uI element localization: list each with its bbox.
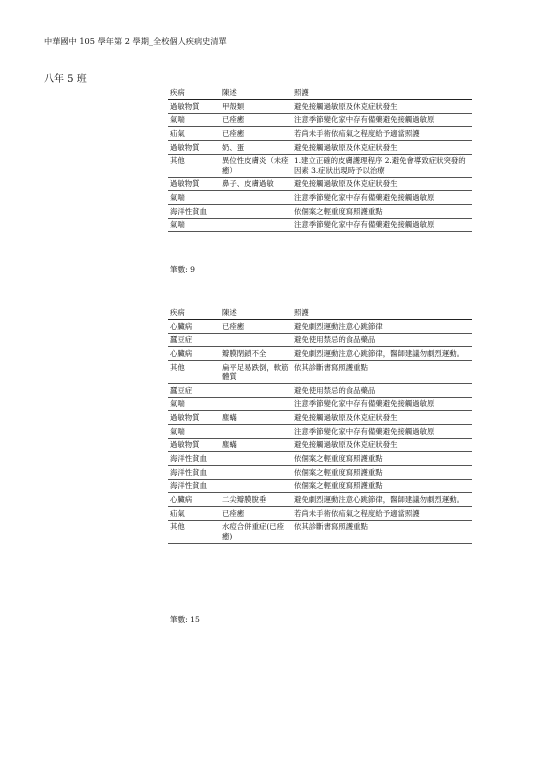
column-header-description: 陳述 [220, 306, 292, 320]
table-row [168, 205, 472, 219]
description-cell [220, 466, 292, 480]
table-row [168, 320, 472, 334]
table-row [168, 466, 472, 480]
disease-cell: 心臟病 [168, 320, 220, 334]
care-cell: 避免使用禁忌的食品藥品 [292, 384, 472, 398]
disease-cell: 過敏物質 [168, 141, 220, 155]
care-cell: 1.建立正確的皮膚護理程序 2.避免會導致症狀突發的因素 3.症狀出現時予以治療 [292, 154, 472, 177]
table-row [168, 493, 472, 507]
care-cell: 避免接觸過敏原及休克症狀發生 [292, 100, 472, 114]
table-row [168, 361, 472, 384]
care-cell: 依個案之輕重度寫照護重點 [292, 466, 472, 480]
description-cell: 扁平足易跌倒，軟筋體質 [220, 361, 292, 384]
description-cell [220, 384, 292, 398]
description-cell: 已痊癒 [220, 127, 292, 141]
table-header-row [168, 86, 472, 100]
table-row [168, 384, 472, 398]
description-cell: 奶、蛋 [220, 141, 292, 155]
table-row [168, 397, 472, 411]
document-header: 中華國中 105 學年第 2 學期_全校個人疾病史清單 [44, 36, 227, 46]
care-cell: 依其診斷書寫照護重點 [292, 520, 472, 543]
care-cell: 避免使用禁忌的食品藥品 [292, 333, 472, 347]
table-row [168, 154, 472, 177]
disease-cell: 氣喘 [168, 191, 220, 205]
care-cell: 注意季節變化家中存有備藥避免接觸過敏原 [292, 425, 472, 439]
care-cell: 注意季節變化家中存有備藥避免接觸過敏原 [292, 113, 472, 127]
care-cell: 若尚未手術依疝氣之程度給予適當照護 [292, 507, 472, 521]
table-row [168, 113, 472, 127]
description-cell: 異位性皮膚炎（未痊癒） [220, 154, 292, 177]
description-cell [220, 452, 292, 466]
disease-cell: 海洋性貧血 [168, 466, 220, 480]
disease-cell: 氣喘 [168, 425, 220, 439]
care-cell: 依個案之輕重度寫照護重點 [292, 452, 472, 466]
column-header-description: 陳述 [220, 86, 292, 100]
record-count-1: 筆數: 9 [170, 265, 195, 274]
description-cell [220, 218, 292, 232]
disease-cell: 疝氣 [168, 507, 220, 521]
description-cell: 甲殼類 [220, 100, 292, 114]
care-cell: 避免劇烈運動注意心跳節律，醫師建議勿劇烈運動。 [292, 493, 472, 507]
disease-cell: 蠶豆症 [168, 333, 220, 347]
table-row [168, 191, 472, 205]
care-cell: 避免接觸過敏原及休克症狀發生 [292, 141, 472, 155]
description-cell: 已痊癒 [220, 507, 292, 521]
disease-table-2 [168, 306, 472, 544]
disease-cell: 其他 [168, 520, 220, 543]
description-cell [220, 205, 292, 219]
disease-cell: 氣喘 [168, 218, 220, 232]
description-cell [220, 479, 292, 493]
disease-cell: 蠶豆症 [168, 384, 220, 398]
table-row [168, 127, 472, 141]
column-header-disease: 疾病 [168, 306, 220, 320]
disease-cell: 海洋性貧血 [168, 205, 220, 219]
care-cell: 注意季節變化家中存有備藥避免接觸過敏原 [292, 397, 472, 411]
care-cell: 依個案之輕重度寫照護重點 [292, 205, 472, 219]
table-row [168, 333, 472, 347]
description-cell: 已痊癒 [220, 113, 292, 127]
table-row [168, 411, 472, 425]
description-cell: 鼻子、皮膚過敏 [220, 177, 292, 191]
description-cell [220, 397, 292, 411]
table-row [168, 347, 472, 361]
disease-cell: 海洋性貧血 [168, 452, 220, 466]
disease-cell: 過敏物質 [168, 411, 220, 425]
description-cell: 二尖瓣膜脫垂 [220, 493, 292, 507]
table-row [168, 507, 472, 521]
record-count-2: 筆數: 15 [170, 615, 200, 624]
description-cell [220, 425, 292, 439]
description-cell [220, 333, 292, 347]
table-row [168, 425, 472, 439]
disease-cell: 海洋性貧血 [168, 479, 220, 493]
table-row [168, 100, 472, 114]
table-row [168, 141, 472, 155]
table-row [168, 479, 472, 493]
table-row [168, 177, 472, 191]
care-cell: 注意季節變化家中存有備藥避免接觸過敏原 [292, 218, 472, 232]
care-cell: 依其診斷書寫照護重點 [292, 361, 472, 384]
disease-cell: 心臟病 [168, 347, 220, 361]
class-title: 八年 5 班 [44, 74, 87, 85]
disease-cell: 其他 [168, 154, 220, 177]
disease-cell: 氣喘 [168, 113, 220, 127]
care-cell: 避免接觸過敏原及休克症狀發生 [292, 177, 472, 191]
description-cell: 塵蟎 [220, 438, 292, 452]
disease-cell: 疝氣 [168, 127, 220, 141]
column-header-disease: 疾病 [168, 86, 220, 100]
description-cell: 瓣膜閉鎖不全 [220, 347, 292, 361]
column-header-care: 照護 [292, 86, 472, 100]
description-cell: 已痊癒 [220, 320, 292, 334]
disease-cell: 氣喘 [168, 397, 220, 411]
disease-cell: 過敏物質 [168, 100, 220, 114]
disease-table-1 [168, 86, 472, 232]
description-cell [220, 191, 292, 205]
description-cell: 塵蟎 [220, 411, 292, 425]
care-cell: 若尚未手術依疝氣之程度給予適當照護 [292, 127, 472, 141]
description-cell: 水痘合併重症(已痊癒) [220, 520, 292, 543]
care-cell: 注意季節變化家中存有備藥避免接觸過敏原 [292, 191, 472, 205]
care-cell: 避免接觸過敏原及休克症狀發生 [292, 411, 472, 425]
table-row [168, 452, 472, 466]
table-header-row [168, 306, 472, 320]
column-header-care: 照護 [292, 306, 472, 320]
table-row [168, 218, 472, 232]
disease-cell: 其他 [168, 361, 220, 384]
care-cell: 依個案之輕重度寫照護重點 [292, 479, 472, 493]
table-row [168, 438, 472, 452]
care-cell: 避免接觸過敏原及休克症狀發生 [292, 438, 472, 452]
care-cell: 避免劇烈運動注意心跳節律 [292, 320, 472, 334]
disease-cell: 過敏物質 [168, 438, 220, 452]
disease-cell: 心臟病 [168, 493, 220, 507]
disease-cell: 過敏物質 [168, 177, 220, 191]
table-row [168, 520, 472, 543]
care-cell: 避免劇烈運動注意心跳節律，醫師建議勿劇烈運動。 [292, 347, 472, 361]
